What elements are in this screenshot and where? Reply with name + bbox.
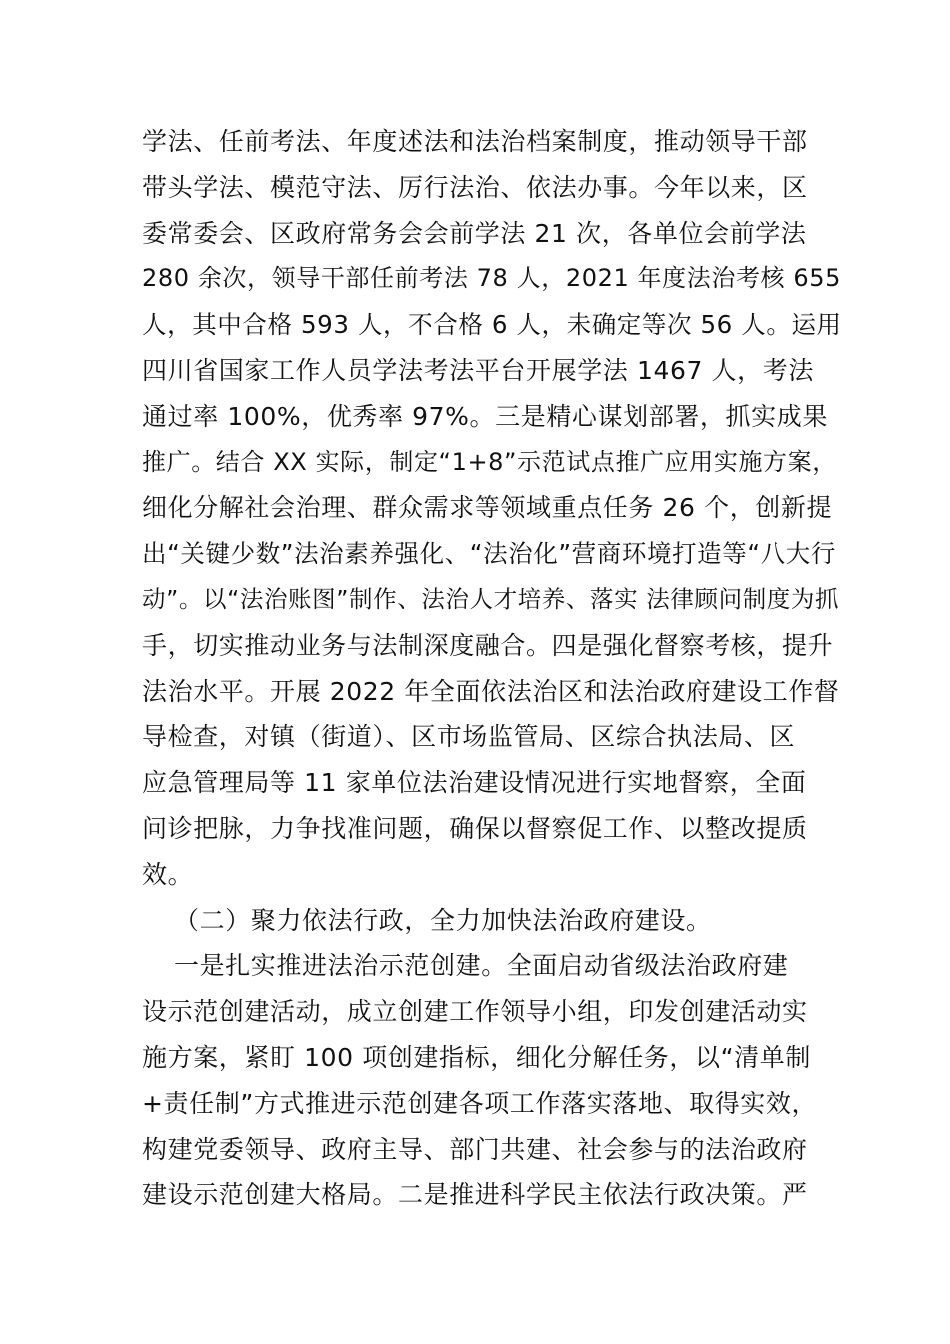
section-heading: （二）聚力依法行政，全力加快法治政府建设。	[174, 905, 712, 935]
text-line: 学法、任前考法、年度述法和法治档案制度，推动领导干部	[142, 127, 808, 156]
text-line: 出“关键少数”法治素养强化、“法治化”营商环境打造等“八大行	[142, 539, 836, 569]
text-line: 细化分解社会治理、群众需求等领域重点任务 26 个，创新提	[142, 493, 833, 523]
text-line: 法治水平。开展 2022 年全面依法治区和法治政府建设工作督	[142, 676, 840, 706]
text-line: 施方案，紧盯 100 项创建指标，细化分解任务，以“清单制	[142, 1042, 811, 1072]
text-line: 委常委会、区政府常务会会前学法 21 次，各单位会前学法	[142, 218, 807, 248]
text-line: 手，切实推动业务与法制深度融合。四是强化督察考核，提升	[142, 630, 834, 660]
text-line: 通过率 100%，优秀率 97%。三是精心谋划部署，抓实成果	[142, 401, 828, 431]
text-line: 四川省国家工作人员学法考法平台开展学法 1467 人，考法	[142, 355, 814, 385]
text-line: 带头学法、模范守法、厉行法治、依法办事。今年以来，区	[142, 172, 808, 202]
text-line: 人，其中合格 593 人，不合格 6 人，未确定等次 56 人。运用	[142, 310, 842, 340]
text-line: 建设示范创建大格局。二是推进科学民主依法行政决策。严	[142, 1180, 808, 1210]
text-line: 导检查，对镇（街道）、区市场监管局、区综合执法局、区	[142, 722, 796, 752]
text-line: 动”。以“法治账图”制作、法治人才培养、落实 法律顾问制度为抓	[142, 584, 840, 613]
text-line: 应急管理局等 11 家单位法治建设情况进行实地督察，全面	[142, 768, 807, 798]
text-line: 设示范创建活动，成立创建工作领导小组，印发创建活动实	[142, 997, 808, 1027]
text-line: 构建党委领导、政府主导、部门共建、社会参与的法治政府	[142, 1134, 808, 1164]
text-line: 推广。结合 XX 实际，制定“1+8”示范试点推广应用实施方案，	[142, 447, 837, 476]
body-text	[142, 119, 842, 1218]
text-line: 280 余次，领导干部任前考法 78 人，2021 年度法治考核 655	[142, 264, 841, 293]
text-line: +责任制”方式推进示范创建各项工作落实落地、取得实效，	[142, 1088, 818, 1118]
text-line: 问诊把脉，力争找准问题，确保以督察促工作、以整改提质	[142, 813, 808, 843]
text-line: 效。	[142, 859, 194, 889]
paragraph-first-line: 一是扎实推进法治示范创建。全面启动省级法治政府建	[174, 951, 789, 981]
